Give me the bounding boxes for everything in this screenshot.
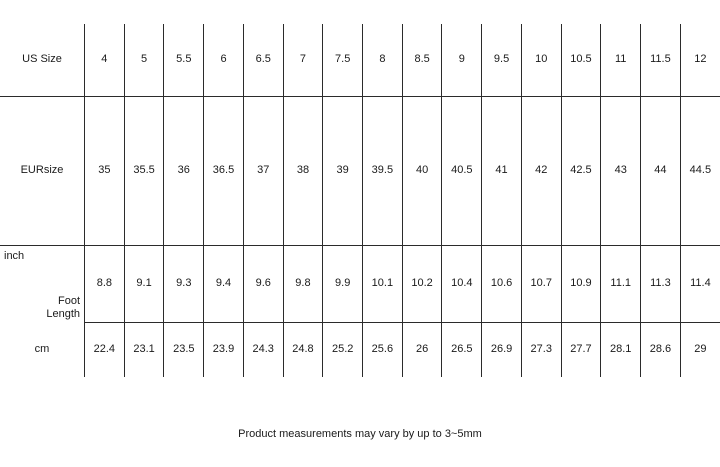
- cell-us-size-13: 11: [601, 24, 641, 97]
- cell-inch-1: 9.1: [124, 246, 164, 323]
- cell-cm-9: 26.5: [442, 323, 482, 378]
- cell-inch-8: 10.2: [402, 246, 442, 323]
- cell-us-size-0: 4: [85, 24, 125, 97]
- cell-us-size-4: 6.5: [243, 24, 283, 97]
- cell-us-size-8: 8.5: [402, 24, 442, 97]
- cell-us-size-12: 10.5: [561, 24, 601, 97]
- cell-inch-5: 9.8: [283, 246, 323, 323]
- cell-inch-11: 10.7: [521, 246, 561, 323]
- cell-us-size-7: 8: [363, 24, 403, 97]
- cell-us-size-1: 5: [124, 24, 164, 97]
- cell-cm-3: 23.9: [204, 323, 244, 378]
- row-label-eur-size: EURsize: [0, 97, 85, 246]
- cell-cm-5: 24.8: [283, 323, 323, 378]
- cell-inch-9: 10.4: [442, 246, 482, 323]
- cell-eur-size-1: 35.5: [124, 97, 164, 246]
- cell-inch-6: 9.9: [323, 246, 363, 323]
- shoe-size-table: [0, 24, 720, 377]
- cell-eur-size-14: 44: [641, 97, 681, 246]
- table-row-us-size: [0, 24, 720, 97]
- cell-cm-4: 24.3: [243, 323, 283, 378]
- cell-cm-8: 26: [402, 323, 442, 378]
- cell-cm-6: 25.2: [323, 323, 363, 378]
- cell-us-size-9: 9: [442, 24, 482, 97]
- cell-inch-14: 11.3: [641, 246, 681, 323]
- unit-label-inch: inch: [4, 250, 25, 262]
- cell-eur-size-5: 38: [283, 97, 323, 246]
- cell-us-size-11: 10: [521, 24, 561, 97]
- table-row-inch: [0, 246, 720, 323]
- cell-cm-13: 28.1: [601, 323, 641, 378]
- cell-eur-size-3: 36.5: [204, 97, 244, 246]
- cell-us-size-3: 6: [204, 24, 244, 97]
- cell-eur-size-15: 44.5: [680, 97, 720, 246]
- cell-inch-0: 8.8: [85, 246, 125, 323]
- measurement-disclaimer: Product measurements may vary by up to 3~5mm: [238, 428, 482, 440]
- cell-eur-size-8: 40: [402, 97, 442, 246]
- cell-inch-2: 9.3: [164, 246, 204, 323]
- cell-cm-0: 22.4: [85, 323, 125, 378]
- foot-length-label-line2: Length: [46, 307, 80, 320]
- cell-eur-size-9: 40.5: [442, 97, 482, 246]
- foot-length-label-line1: Foot: [57, 295, 80, 308]
- cell-cm-7: 25.6: [363, 323, 403, 378]
- cell-cm-15: 29: [680, 323, 720, 378]
- row-label-foot-length: [0, 246, 85, 323]
- cell-eur-size-4: 37: [243, 97, 283, 246]
- cell-us-size-6: 7.5: [323, 24, 363, 97]
- cell-eur-size-12: 42.5: [561, 97, 601, 246]
- foot-length-label: [46, 295, 80, 320]
- cell-cm-1: 23.1: [124, 323, 164, 378]
- cell-us-size-15: 12: [680, 24, 720, 97]
- cell-cm-2: 23.5: [164, 323, 204, 378]
- cell-cm-11: 27.3: [521, 323, 561, 378]
- cell-cm-12: 27.7: [561, 323, 601, 378]
- cell-inch-12: 10.9: [561, 246, 601, 323]
- cell-eur-size-10: 41: [482, 97, 522, 246]
- cell-us-size-2: 5.5: [164, 24, 204, 97]
- cell-inch-4: 9.6: [243, 246, 283, 323]
- cell-eur-size-11: 42: [521, 97, 561, 246]
- row-label-cm: cm: [34, 342, 50, 355]
- cell-cm-14: 28.6: [641, 323, 681, 378]
- cell-eur-size-2: 36: [164, 97, 204, 246]
- cell-eur-size-6: 39: [323, 97, 363, 246]
- table-row-eur-size: [0, 97, 720, 246]
- cell-eur-size-0: 35: [85, 97, 125, 246]
- cell-us-size-5: 7: [283, 24, 323, 97]
- cell-inch-13: 11.1: [601, 246, 641, 323]
- row-label-us-size: US Size: [0, 24, 85, 97]
- cell-us-size-14: 11.5: [641, 24, 681, 97]
- cell-inch-7: 10.1: [363, 246, 403, 323]
- cell-inch-15: 11.4: [680, 246, 720, 323]
- table-row-cm: [0, 323, 720, 378]
- cell-eur-size-13: 43: [601, 97, 641, 246]
- cell-us-size-10: 9.5: [482, 24, 522, 97]
- cell-eur-size-7: 39.5: [363, 97, 403, 246]
- cell-cm-10: 26.9: [482, 323, 522, 378]
- cell-inch-10: 10.6: [482, 246, 522, 323]
- cell-inch-3: 9.4: [204, 246, 244, 323]
